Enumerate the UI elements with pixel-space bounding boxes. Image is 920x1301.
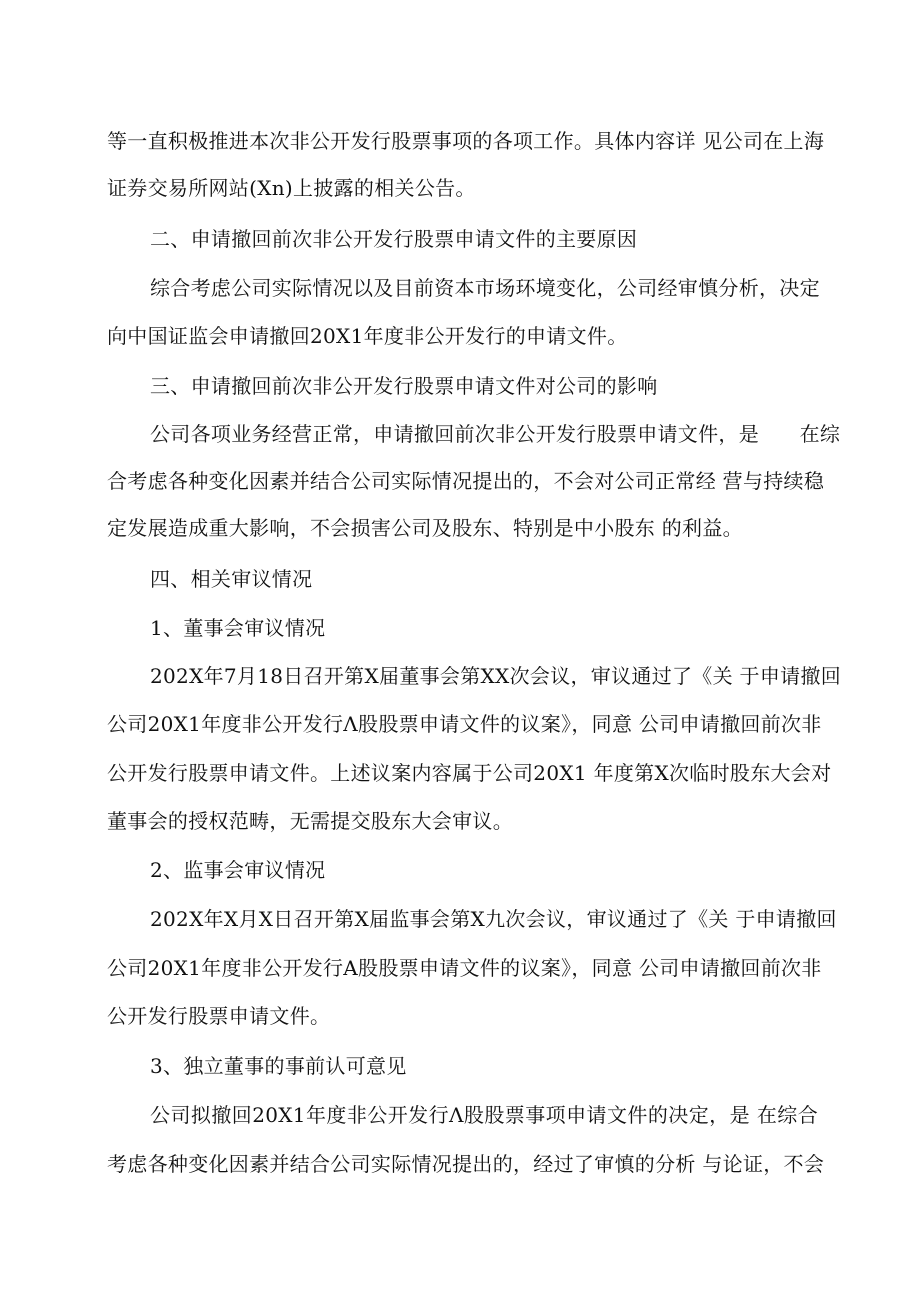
section-heading: 三、申请撤回前次非公开发行股票申请文件对公司的影响 [150,374,658,398]
paragraph-line: 综合考虑公司实际情况以及目前资本市场环境变化，公司经审慎分析，决定 [150,276,820,300]
paragraph-continuation-line: 证券交易所网站(Xn)上披露的相关公告。 [107,176,476,200]
paragraph-line: 202X年7月18日召开第X届董事会第XX次会议，审议通过了《关 于申请撤回 [150,664,842,688]
paragraph-line: 公司各项业务经营正常，申请撤回前次非公开发行股票申请文件，是 在综 [150,422,841,446]
section-heading: 四、相关审议情况 [150,567,313,591]
paragraph-line: 公开发行股票申请文件。 [107,1004,331,1028]
section-heading: 二、申请撤回前次非公开发行股票申请文件的主要原因 [150,227,638,251]
paragraph-line: 合考虑各种变化因素并结合公司实际情况提出的，不会对公司正常经 营与持续稳 [107,469,825,493]
paragraph-line: 考虑各种变化因素并结合公司实际情况提出的，经过了审慎的分析 与论证，不会 [107,1152,825,1176]
paragraph-line: 202X年X月X日召开第X届监事会第X九次会议，审议通过了《关 于申请撤回 [150,907,837,931]
paragraph-line: 公司拟撤回20X1年度非公开发行Λ股股票事项申请文件的决定，是 在综合 [150,1103,818,1127]
subsection-heading: 1、董事会审议情况 [150,616,326,640]
subsection-heading: 3、独立董事的事前认可意见 [150,1054,407,1078]
paragraph-line: 公司20X1年度非公开发行A股股票申请文件的议案》，同意 公司申请撤回前次非 [107,956,822,980]
paragraph-line: 定发展造成重大影响，不会损害公司及股东、特别是中小股东 的利益。 [107,516,743,540]
paragraph-line: 董事会的授权范畴，无需提交股东大会审议。 [107,809,513,833]
subsection-heading: 2、监事会审议情况 [150,858,326,882]
paragraph-line: 公开发行股票申请文件。上述议案内容属于公司20X1 年度第X次临时股东大会对 [107,761,832,785]
paragraph-line: 向中国证监会申请撤回20X1年度非公开发行的申请文件。 [107,324,628,348]
paragraph-line: 公司20X1年度非公开发行Λ股股票申请文件的议案》，同意 公司申请撤回前次非 [107,712,822,736]
paragraph-continuation-line: 等一直积极推进本次非公开发行股票事项的各项工作。具体内容详 见公司在上海 [107,129,825,153]
